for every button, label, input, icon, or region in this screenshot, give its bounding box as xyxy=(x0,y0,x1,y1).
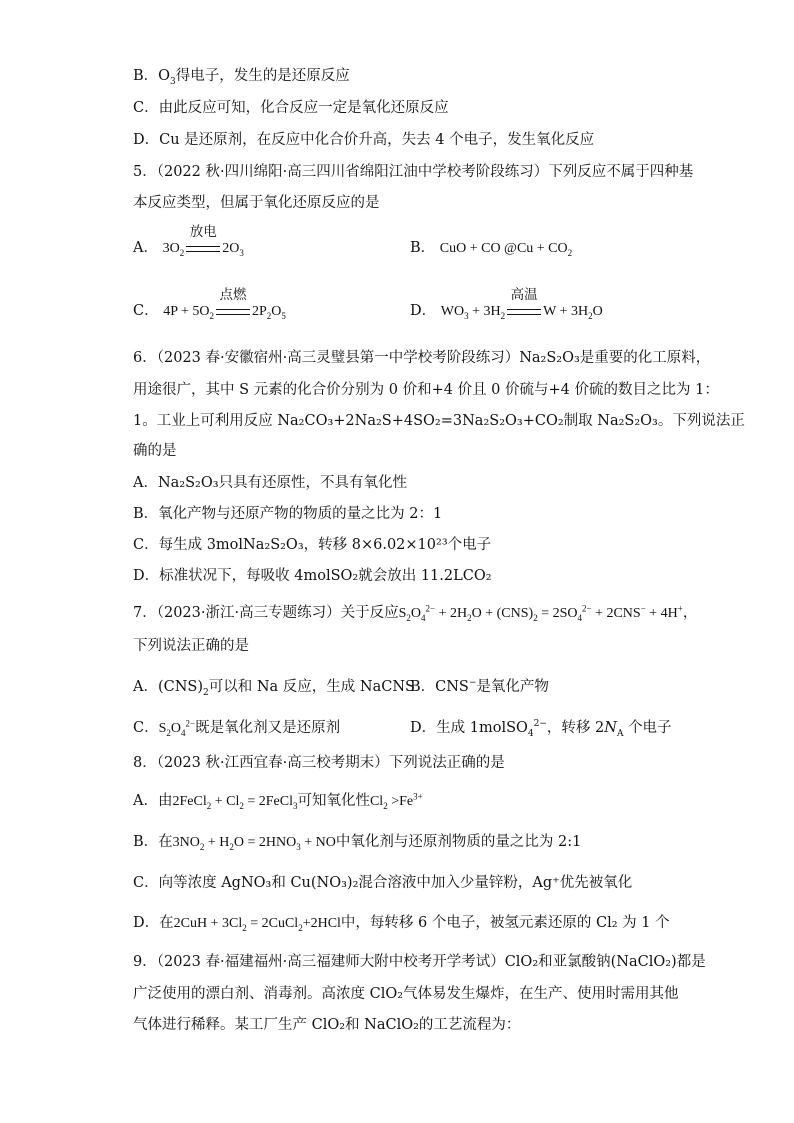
condition-arrow xyxy=(216,287,250,322)
q7-option-d-prefix: D．生成 1molSO xyxy=(410,720,528,736)
q5-option-b xyxy=(410,238,572,259)
q8-option-b-prefix: B．在 xyxy=(133,834,173,850)
q7-option-d: D．生成 1molSO$_4^{2-}$，转移 $2N_A$ 个电子 xyxy=(410,719,672,739)
q7-stem-text: 7．（2023·浙江·高三专题练习）关于反应 xyxy=(133,605,399,621)
q7-stem-line2: 下列说法正确的是 xyxy=(133,638,249,654)
q5-option-b-label: B． xyxy=(410,240,436,256)
q8-stem: 8．（2023 秋·江西宜春·高三校考期末）下列说法正确的是 xyxy=(133,755,505,771)
q8-option-d xyxy=(133,913,670,934)
q4-option-d: D．Cu 是还原剂，在反应中化合价升高，失去 4 个电子，发生氧化反应 xyxy=(133,132,595,148)
condition-arrow xyxy=(186,224,220,259)
q6-stem-line3: 1。工业上可利用反应 Na₂CO₃+2Na₂S+4SO₂=3Na₂S₂O₃+CO₂制取 Na₂S₂O₃。下列说法正 xyxy=(133,413,745,429)
q9-stem-line2: 广泛使用的漂白剂、消毒剂。高浓度 ClO₂气体易发生爆炸，在生产、使用时需用其他 xyxy=(133,986,679,1002)
q6-stem-line1: 6．（2023 春·安徽宿州·高三灵璧县第一中学校考阶段练习）Na₂S₂O₃是重要的化工原料， xyxy=(133,350,711,366)
q7-option-b-text: 是氧化产物 xyxy=(476,679,549,695)
q8-option-a xyxy=(133,791,423,812)
q8-option-a-prefix: A．由 xyxy=(133,793,173,809)
q8-option-c: C．向等浓度 AgNO₃和 Cu(NO₃)₂混合溶液中加入少量锌粉，Ag⁺优先被氧化 xyxy=(133,875,633,891)
q4-option-c: C．由此反应可知，化合反应一定是氧化还原反应 xyxy=(133,100,449,116)
q5-option-d-label: D． xyxy=(410,303,437,319)
q5-stem-line2: 本反应类型，但属于氧化还原反应的是 xyxy=(133,195,380,211)
q5-option-c-equation: $4P + 5O_2$ 点燃 $2P_2O_5$ xyxy=(163,287,286,321)
q8-option-d-equation: $2CuH + 3Cl_2$ = 2CuCl$_2$+2HCl xyxy=(173,916,341,933)
condition-arrow xyxy=(507,287,541,322)
q5-option-a-label: A． xyxy=(133,240,158,256)
q7-option-b-prefix: B．CNS xyxy=(410,679,469,695)
q7-option-a: A．$(CNS)_2$可以和 Na 反应，生成 NaCNS xyxy=(133,679,415,698)
q5-option-a-equation: $3O_2$ 放电 $2O_3$ xyxy=(162,224,244,258)
q7-reaction-equation: $S_2O_4^{2-} + 2H_2O + (CNS)_2 = 2SO_4^{2-} + 2CNS^- + 4H^+$， xyxy=(398,603,697,623)
condition-label: 放电 xyxy=(189,224,217,240)
q7-option-c-formula: $S_2O_4^{2-}$ xyxy=(158,718,196,738)
q5-option-d-equation: $WO_3 + 3H_2$ 高温 $W + 3H_2O$ xyxy=(440,287,603,321)
q9-stem-line1: 9．（2023 春·福建福州·高三福建师大附中校考开学考试）ClO₂和亚氯酸钠(NaClO₂)都是 xyxy=(133,954,706,970)
q7-option-d-text: 个电子 xyxy=(628,720,672,736)
q4-option-b xyxy=(133,66,350,86)
q9-stem-line3: 气体进行稀释。某工厂生产 ClO₂和 NaClO₂的工艺流程为： xyxy=(133,1017,521,1033)
q5-option-a xyxy=(133,224,244,259)
condition-label: 点燃 xyxy=(219,287,247,303)
q5-option-d xyxy=(410,287,603,322)
q8-option-b-text: 中氧化剂与还原剂物质的量之比为 2:1 xyxy=(335,834,582,850)
q8-option-a-mid: 可知氧化性 xyxy=(297,793,370,809)
q6-option-a: A．Na₂S₂O₃只具有还原性，不具有氧化性 xyxy=(133,475,408,491)
q7-option-a-prefix: A．(CNS) xyxy=(133,679,204,695)
q8-option-d-prefix: D．在 xyxy=(133,915,174,931)
q7-option-a-text: 可以和 Na 反应，生成 NaCNS xyxy=(208,679,415,695)
q4-option-b-text: 得电子，发生的是还原反应 xyxy=(175,68,350,84)
q7-option-c-text: 既是氧化剂又是还原剂 xyxy=(195,720,341,736)
q4-option-b-sub: 3 xyxy=(170,76,176,87)
q6-option-c: C．每生成 3molNa₂S₂O₃，转移 8×6.02×10²³个电子 xyxy=(133,537,492,553)
q5-option-c xyxy=(133,287,286,322)
condition-label: 高温 xyxy=(510,287,538,303)
q6-stem-line2: 用途很广，其中 S 元素的化合价分别为 0 价和+4 价且 0 价硫与+4 价硫的数目之比为 1： xyxy=(133,382,719,398)
q5-option-b-equation: CuO + CO @Cu + $CO_2$ xyxy=(439,241,573,258)
q8-option-a-relation: $Cl_2 >Fe^{3+}$ xyxy=(369,791,423,811)
q6-option-b: B．氧化产物与还原产物的物质的量之比为 2：1 xyxy=(133,506,443,522)
q8-option-b xyxy=(133,832,581,853)
q7-option-d-mid: ，转移 2 xyxy=(546,720,605,736)
q8-option-b-equation: $3NO_2 + H_2O = 2HNO_3$ + NO xyxy=(172,835,336,852)
q5-stem-line1: 5．（2022 秋·四川绵阳·高三四川省绵阳江油中学校考阶段练习）下列反应不属于四种基 xyxy=(133,164,694,180)
q8-option-a-equation: 2FeCl$_2$ + $Cl_2$ = 2FeCl$_3$ xyxy=(172,794,298,811)
q7-option-c: C．$S_2O_4^{2-}$既是氧化剂又是还原剂 xyxy=(133,718,341,738)
q7-option-b: B．CNS−是氧化产物 xyxy=(410,678,549,695)
q6-stem-line4: 确的是 xyxy=(133,443,177,459)
q7-option-d-na: N xyxy=(604,720,617,736)
q6-option-d: D．标准状况下，每吸收 4molSO₂就会放出 11.2LCO₂ xyxy=(133,568,492,584)
q7-stem-line1 xyxy=(133,603,697,624)
q4-option-b-prefix: B．O xyxy=(133,68,171,84)
q8-option-d-text: 中，每转移 6 个电子，被氢元素还原的 Cl₂ 为 1 个 xyxy=(340,915,670,931)
q5-option-c-label: C． xyxy=(133,303,159,319)
